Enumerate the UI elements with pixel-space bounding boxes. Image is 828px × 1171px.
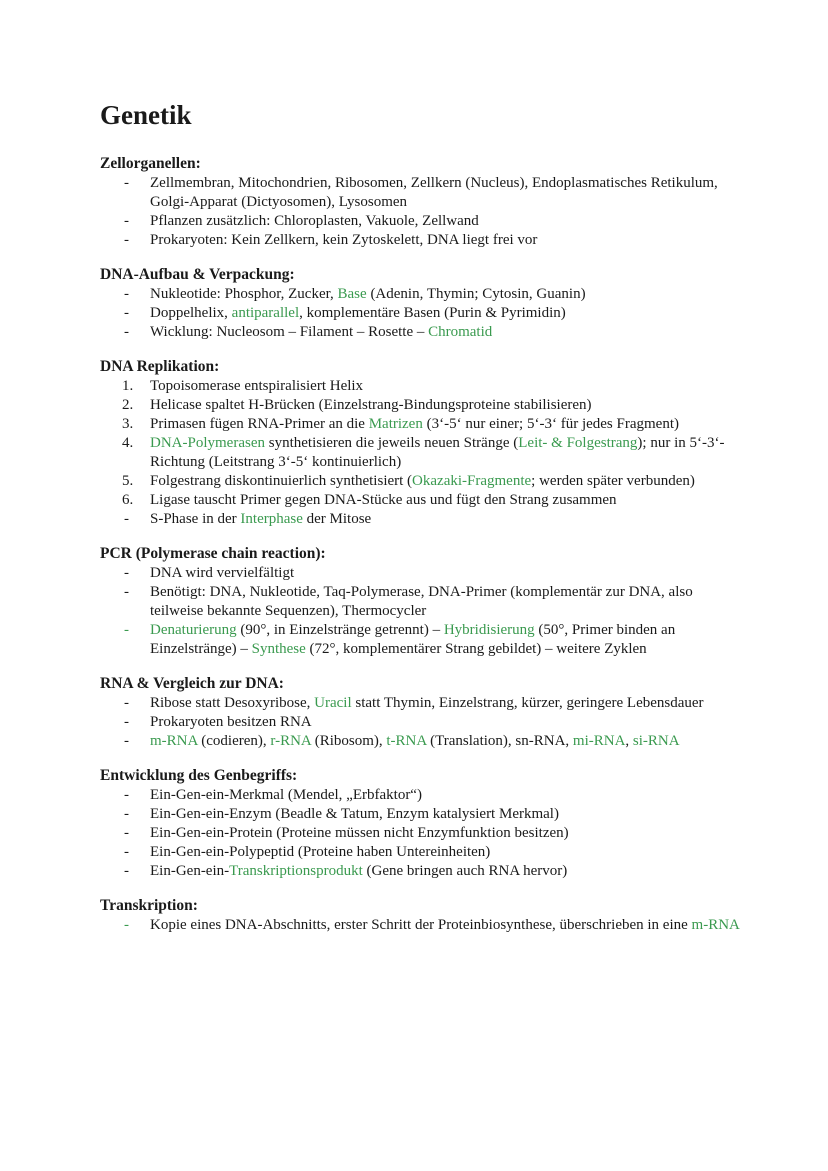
list-marker: 1. bbox=[122, 378, 134, 394]
item-list bbox=[100, 377, 740, 529]
item-text: Ein-Gen-ein- bbox=[150, 863, 230, 879]
item-list bbox=[100, 916, 740, 935]
item-text: Topoisomerase entspiralisiert Helix bbox=[150, 378, 364, 394]
item-text: Folgestrang diskontinuierlich synthetisiert ( bbox=[150, 473, 413, 489]
list-marker: - bbox=[124, 565, 129, 581]
item-text: Wicklung: Nucleosom – Filament – Rosette – bbox=[150, 324, 429, 340]
item-text: Doppelhelix, bbox=[150, 305, 232, 321]
list-marker: - bbox=[124, 806, 129, 822]
item-text: (72°, komplementärer Strang gebildet) – weitere Zyklen bbox=[305, 641, 647, 657]
item-text: (Adenin, Thymin; Cytosin, Guanin) bbox=[366, 286, 586, 302]
item-list bbox=[100, 694, 740, 751]
item-text: ); nur in 5‘-3‘-Richtung (Leitstrang 3‘-5‘ kontinuierlich) bbox=[150, 435, 725, 470]
list-item bbox=[100, 323, 740, 342]
sections-container bbox=[100, 154, 740, 935]
list-item bbox=[100, 824, 740, 843]
item-text: (3‘-5‘ nur einer; 5‘-3‘ für jedes Fragment) bbox=[422, 416, 679, 432]
item-list bbox=[100, 564, 740, 659]
highlighted-term: r-RNA bbox=[270, 733, 311, 749]
item-text: Ein-Gen-ein-Enzym (Beadle & Tatum, Enzym katalysiert Merkmal) bbox=[150, 806, 559, 822]
list-item bbox=[100, 174, 740, 212]
list-item bbox=[100, 805, 740, 824]
item-text: Helicase spaltet H-Brücken (Einzelstrang-Bindungsproteine stabilisieren) bbox=[150, 397, 592, 413]
item-text: Primasen fügen RNA-Primer an die bbox=[150, 416, 369, 432]
list-item bbox=[100, 472, 740, 491]
item-list bbox=[100, 174, 740, 250]
section-heading: Entwicklung des Genbegriffs: bbox=[100, 767, 298, 784]
item-text: (Gene bringen auch RNA hervor) bbox=[362, 863, 568, 879]
list-marker: - bbox=[124, 175, 129, 191]
section bbox=[100, 896, 740, 935]
list-marker: - bbox=[124, 787, 129, 803]
item-text: Nukleotide: Phosphor, Zucker, bbox=[150, 286, 338, 302]
item-text: Zellmembran, Mitochondrien, Ribosomen, Zellkern (Nucleus), Endoplasmatisches Retikulum, Golgi-Apparat (Dictyosomen), Lysosomen bbox=[150, 175, 718, 210]
item-text: S-Phase in der bbox=[150, 511, 241, 527]
section bbox=[100, 154, 740, 250]
item-text: , komplementäre Basen (Purin & Pyrimidin) bbox=[299, 305, 566, 321]
list-marker: 4. bbox=[122, 435, 134, 451]
highlighted-term: Hybridisierung bbox=[443, 622, 535, 638]
highlighted-term: m-RNA bbox=[691, 917, 740, 933]
highlighted-term: m-RNA bbox=[150, 733, 198, 749]
list-item bbox=[100, 304, 740, 323]
list-marker: - bbox=[124, 863, 129, 879]
item-text: Ein-Gen-ein-Merkmal (Mendel, „Erbfaktor“) bbox=[150, 787, 422, 803]
highlighted-term: mi-RNA bbox=[572, 733, 626, 749]
list-marker: - bbox=[124, 232, 129, 248]
list-item bbox=[100, 843, 740, 862]
list-item bbox=[100, 396, 740, 415]
list-marker: - bbox=[124, 286, 129, 302]
list-marker: - bbox=[124, 825, 129, 841]
list-item bbox=[100, 713, 740, 732]
section bbox=[100, 265, 740, 342]
item-text: ; werden später verbunden) bbox=[531, 473, 695, 489]
item-text: , bbox=[625, 733, 633, 749]
list-marker: - bbox=[124, 917, 129, 933]
section-heading: DNA-Aufbau & Verpackung: bbox=[100, 266, 295, 283]
list-item bbox=[100, 377, 740, 396]
highlighted-term: DNA-Polymerasen bbox=[150, 435, 265, 451]
section bbox=[100, 674, 740, 751]
item-text: (Ribosom), bbox=[310, 733, 387, 749]
highlighted-term: Denaturierung bbox=[150, 622, 237, 638]
section-heading: Transkription: bbox=[100, 897, 198, 914]
item-text: synthetisieren die jeweils neuen Stränge ( bbox=[264, 435, 519, 451]
item-text: der Mitose bbox=[302, 511, 372, 527]
highlighted-term: t-RNA bbox=[386, 733, 427, 749]
list-marker: - bbox=[124, 213, 129, 229]
list-item bbox=[100, 916, 740, 935]
list-item bbox=[100, 415, 740, 434]
list-item bbox=[100, 564, 740, 583]
item-text: Ligase tauscht Primer gegen DNA-Stücke aus und fügt den Strang zusammen bbox=[150, 492, 617, 508]
list-item bbox=[100, 732, 740, 751]
list-item bbox=[100, 583, 740, 621]
item-text: DNA wird vervielfältigt bbox=[150, 565, 295, 581]
section bbox=[100, 766, 740, 881]
list-item bbox=[100, 510, 740, 529]
item-text: Benötigt: DNA, Nukleotide, Taq-Polymerase, DNA-Primer (komplementär zur DNA, also teilweise bekannte Sequenzen), Thermocycler bbox=[150, 584, 693, 619]
section-heading: DNA Replikation: bbox=[100, 358, 220, 375]
item-text: Ein-Gen-ein-Polypeptid (Proteine haben Untereinheiten) bbox=[150, 844, 491, 860]
list-marker: - bbox=[124, 622, 129, 638]
highlighted-term: Synthese bbox=[251, 641, 306, 657]
list-marker: - bbox=[124, 511, 129, 527]
highlighted-term: Matrizen bbox=[368, 416, 423, 432]
item-text: (90°, in Einzelstränge getrennt) – bbox=[236, 622, 444, 638]
list-item bbox=[100, 434, 740, 472]
list-marker: 5. bbox=[122, 473, 134, 489]
list-marker: - bbox=[124, 714, 129, 730]
section-heading: RNA & Vergleich zur DNA: bbox=[100, 675, 284, 692]
list-marker: - bbox=[124, 733, 129, 749]
item-text: Prokaryoten besitzen RNA bbox=[150, 714, 312, 730]
page-title: Genetik bbox=[100, 100, 192, 130]
item-text: Pflanzen zusätzlich: Chloroplasten, Vakuole, Zellwand bbox=[150, 213, 479, 229]
list-marker: 6. bbox=[122, 492, 134, 508]
highlighted-term: Uracil bbox=[314, 695, 352, 711]
list-item bbox=[100, 212, 740, 231]
highlighted-term: Okazaki-Fragmente bbox=[412, 473, 532, 489]
list-marker: - bbox=[124, 324, 129, 340]
document-page bbox=[100, 98, 740, 950]
list-marker: - bbox=[124, 695, 129, 711]
highlighted-term: antiparallel bbox=[231, 305, 300, 321]
item-text: Kopie eines DNA-Abschnitts, erster Schritt der Proteinbiosynthese, überschrieben in eine bbox=[150, 917, 692, 933]
list-item bbox=[100, 285, 740, 304]
item-text: statt Thymin, Einzelstrang, kürzer, geringere Lebensdauer bbox=[351, 695, 704, 711]
item-text: (Translation), sn-RNA, bbox=[426, 733, 573, 749]
list-marker: 2. bbox=[122, 397, 134, 413]
section-heading: Zellorganellen: bbox=[100, 155, 201, 172]
item-text: (codieren), bbox=[197, 733, 271, 749]
item-list bbox=[100, 285, 740, 342]
section bbox=[100, 544, 740, 659]
highlighted-term: Transkriptionsprodukt bbox=[229, 863, 363, 879]
item-text: Ein-Gen-ein-Protein (Proteine müssen nicht Enzymfunktion besitzen) bbox=[150, 825, 569, 841]
highlighted-term: si-RNA bbox=[632, 733, 680, 749]
list-marker: 3. bbox=[122, 416, 134, 432]
item-text: Ribose statt Desoxyribose, bbox=[150, 695, 315, 711]
list-marker: - bbox=[124, 305, 129, 321]
highlighted-term: Base bbox=[337, 286, 367, 302]
list-item bbox=[100, 694, 740, 713]
list-item bbox=[100, 786, 740, 805]
highlighted-term: Chromatid bbox=[428, 324, 493, 340]
highlighted-term: Leit- & Folgestrang bbox=[518, 435, 638, 451]
item-text: (50°, Primer binden an Einzelstränge) – bbox=[150, 622, 676, 657]
list-item bbox=[100, 231, 740, 250]
list-item bbox=[100, 862, 740, 881]
section-heading: PCR (Polymerase chain reaction): bbox=[100, 545, 326, 562]
list-item bbox=[100, 491, 740, 510]
highlighted-term: Interphase bbox=[240, 511, 303, 527]
section bbox=[100, 357, 740, 529]
item-list bbox=[100, 786, 740, 881]
list-item bbox=[100, 621, 740, 659]
list-marker: - bbox=[124, 584, 129, 600]
list-marker: - bbox=[124, 844, 129, 860]
item-text: Prokaryoten: Kein Zellkern, kein Zytoskelett, DNA liegt frei vor bbox=[150, 232, 538, 248]
